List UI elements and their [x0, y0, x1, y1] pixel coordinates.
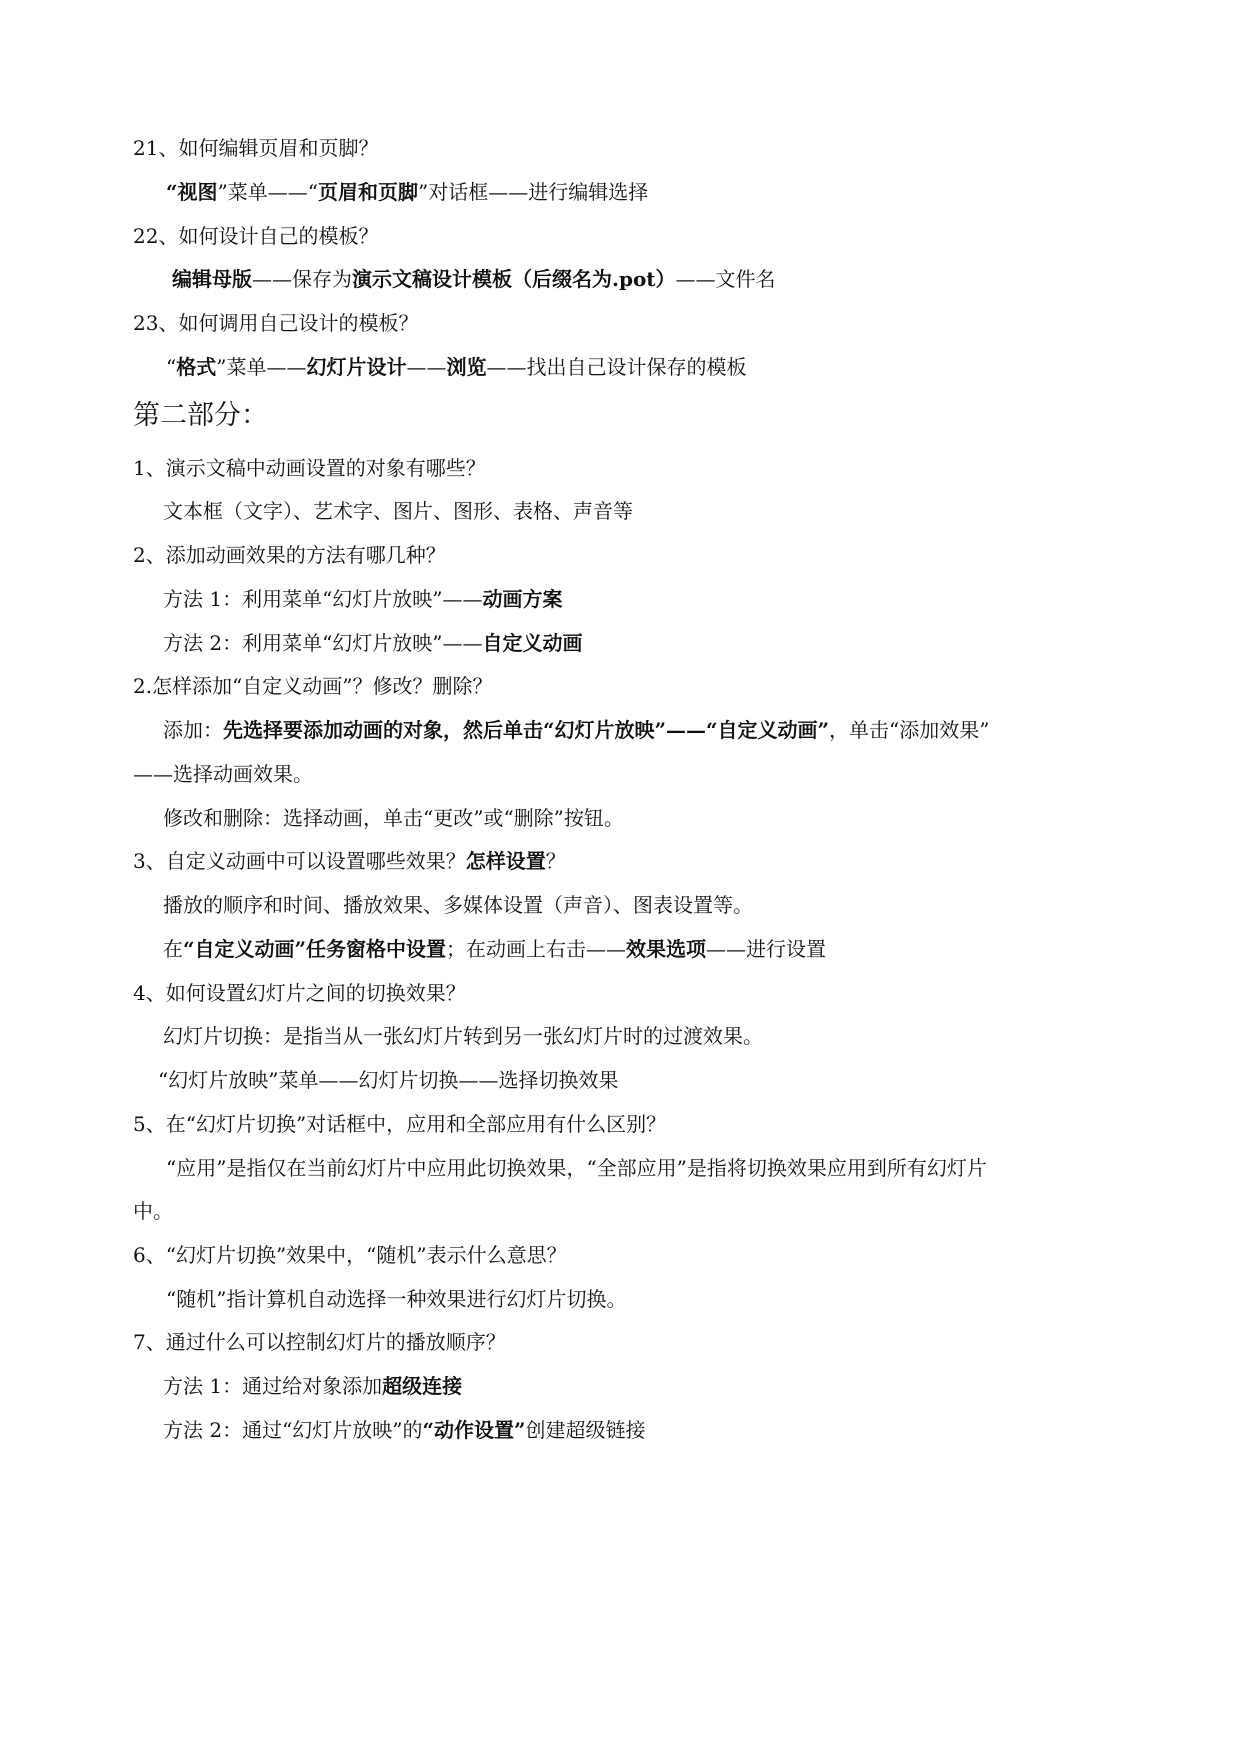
question-2 [133, 543, 446, 567]
text-run: 幻灯片切换：是指当从一张幻灯片转到另一张幻灯片时的过渡效果。 [163, 1024, 763, 1048]
bold-text-run: 幻灯片设计 [306, 355, 407, 379]
text-run: 23、如何调用自己设计的模板？ [133, 311, 419, 335]
answer-2-method-1 [163, 587, 563, 611]
text-run: ”对话框——进行编辑选择 [417, 180, 649, 204]
question-2b [133, 674, 493, 698]
answer-2b-add-continued [133, 762, 313, 786]
answer-6 [166, 1287, 626, 1311]
answer-22 [172, 267, 776, 291]
text-run: 1、演示文稿中动画设置的对象有哪些？ [133, 456, 486, 480]
bold-text-run: 编辑母版 [172, 267, 252, 291]
text-run: 22、如何设计自己的模板？ [133, 224, 379, 248]
question-22 [133, 224, 378, 248]
text-run: ”菜单—— [216, 355, 307, 379]
text-run: 添加： [163, 718, 223, 742]
text-run: ——选择动画效果。 [133, 762, 313, 786]
text-run: “幻灯片放映”菜单——幻灯片切换——选择切换效果 [158, 1068, 619, 1092]
text-run: ”菜单——“ [217, 180, 318, 204]
question-1 [133, 456, 486, 480]
bold-text-run: 动画方案 [482, 587, 563, 611]
text-run: 7、通过什么可以控制幻灯片的播放顺序？ [133, 1330, 506, 1354]
bold-text-run: 格式 [176, 355, 217, 379]
text-run: ，单击“添加效果” [829, 718, 990, 742]
text-run: 播放的顺序和时间、播放效果、多媒体设置（声音）、图表设置等。 [163, 893, 753, 917]
answer-5 [166, 1156, 987, 1180]
text-run: 在 [163, 937, 183, 961]
text-run: 创建超级链接 [525, 1418, 646, 1442]
section-heading-part-two [133, 400, 268, 432]
bold-text-run: 演示文稿设计模板（后缀名为.pot） [352, 267, 676, 291]
answer-21 [166, 180, 648, 204]
question-6 [133, 1243, 567, 1267]
bold-text-run: 先选择要添加动画的对象，然后单击“幻灯片放映”——“自定义动画” [223, 718, 830, 742]
question-5 [133, 1112, 666, 1136]
bold-text-run: 怎样设置 [465, 849, 546, 873]
text-run: ——保存为 [252, 267, 352, 291]
question-23 [133, 311, 418, 335]
text-run: 2、添加动画效果的方法有哪几种？ [133, 543, 446, 567]
answer-5-continued [133, 1199, 173, 1223]
answer-23 [166, 355, 746, 379]
answer-3-effects [163, 893, 753, 917]
answer-7-method-1 [163, 1374, 462, 1398]
bold-text-run: 效果选项 [626, 937, 707, 961]
text-run: 方法 2：利用菜单“幻灯片放映”—— [163, 631, 483, 655]
bold-text-run: 浏览 [446, 355, 487, 379]
answer-4-steps [158, 1068, 618, 1092]
text-run: “应用”是指仅在当前幻灯片中应用此切换效果，“全部应用”是指将切换效果应用到所有幻灯片 [166, 1156, 987, 1180]
text-run: ——文件名 [675, 267, 776, 291]
question-7 [133, 1330, 506, 1354]
question-3 [133, 849, 566, 873]
text-run: —— [406, 355, 447, 379]
answer-3-how [163, 937, 826, 961]
text-run: ；在动画上右击—— [446, 937, 627, 961]
bold-text-run: “动作设置” [422, 1418, 526, 1442]
text-run: ——进行设置 [706, 937, 827, 961]
answer-2-method-2 [163, 631, 583, 655]
text-run: 5、在“幻灯片切换”对话框中，应用和全部应用有什么区别？ [133, 1112, 667, 1136]
bold-text-run: 页眉和页脚 [317, 180, 418, 204]
answer-1 [163, 499, 633, 523]
answer-2b-add [163, 718, 989, 742]
answer-2b-modify-delete [163, 806, 624, 830]
text-run: 方法 1：通过给对象添加 [163, 1374, 383, 1398]
text-run: 2.怎样添加“自定义动画”？修改？删除？ [133, 674, 493, 698]
text-run: ？ [545, 849, 566, 873]
text-run: ——找出自己设计保存的模板 [486, 355, 747, 379]
text-run: 3、自定义动画中可以设置哪些效果？ [133, 849, 466, 873]
answer-4-definition [163, 1024, 763, 1048]
text-run: “ [166, 355, 177, 379]
text-run: 方法 2：通过“幻灯片放映”的 [163, 1418, 423, 1442]
text-run: 文本框（文字）、艺术字、图片、图形、表格、声音等 [163, 499, 633, 523]
text-run: 6、“幻灯片切换”效果中，“随机”表示什么意思？ [133, 1243, 567, 1267]
text-run: 第二部分： [133, 400, 268, 431]
bold-text-run: “ [166, 180, 178, 204]
question-4 [133, 981, 466, 1005]
bold-text-run: 超级连接 [382, 1374, 463, 1398]
bold-text-run: 自定义动画 [482, 631, 583, 655]
text-run: 中。 [133, 1199, 173, 1223]
bold-text-run: “自定义动画”任务窗格中设置 [183, 937, 447, 961]
text-run: “随机”指计算机自动选择一种效果进行幻灯片切换。 [166, 1287, 627, 1311]
text-run: 修改和删除：选择动画，单击“更改”或“删除”按钮。 [163, 806, 624, 830]
answer-7-method-2 [163, 1418, 646, 1442]
bold-text-run: 视图 [177, 180, 218, 204]
text-run: 4、如何设置幻灯片之间的切换效果？ [133, 981, 466, 1005]
text-run: 方法 1：利用菜单“幻灯片放映”—— [163, 587, 483, 611]
text-run: 21、如何编辑页眉和页脚？ [133, 136, 379, 160]
question-21 [133, 136, 378, 160]
